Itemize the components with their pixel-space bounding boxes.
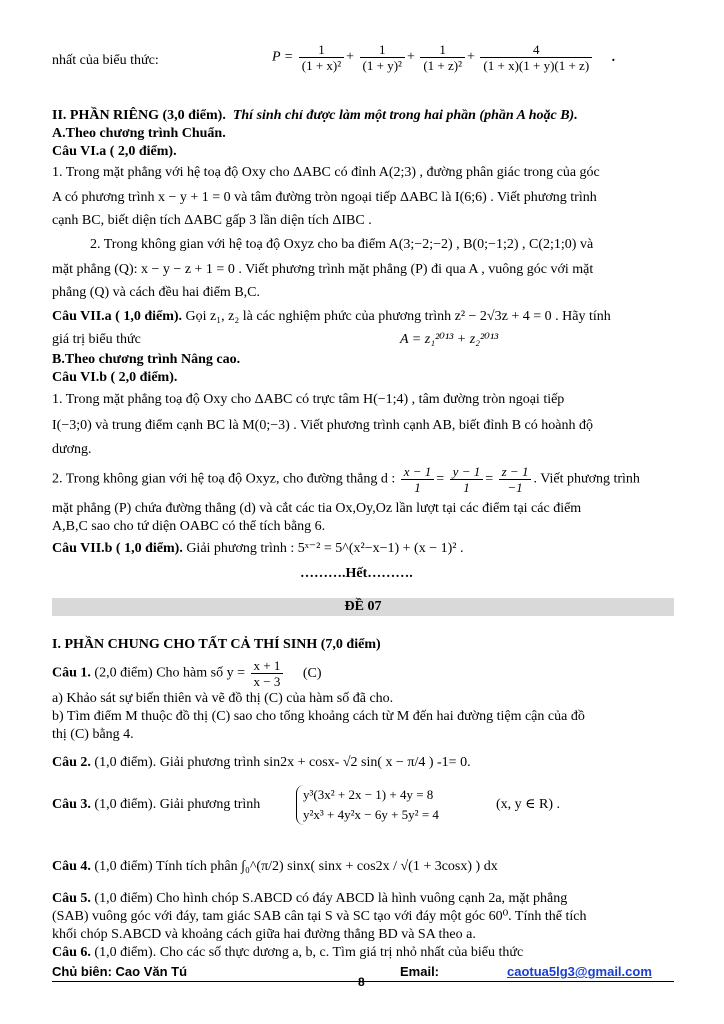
c4-line: Câu 4. (1,0 điểm) Tính tích phân ∫₀^(π/2) sinx( sinx + cos2x / √(1 + 3cosx) ) dx [52,859,498,874]
c2-line: Câu 2. (1,0 điểm). Giải phương trình sin2x + cosx- √2 sin( x − π/4 ) -1= 0. [52,755,471,770]
header-line [52,52,159,69]
p-formula: P = $\frac{1}{\text{(1 + x)²}}$ + $\frac{1}{\text{(1 + y)²}}$ + $\frac{1}{\text{(1 + z)²}}$ + $\frac{4}{(1 + x)(1 + y)(1 + z)}$ . [272,42,616,73]
q7a-line2: giá trị biểu thức [52,332,141,347]
section-a-title: A.Theo chương trình Chuẩn. [52,126,226,141]
footer-email-label: Email: [400,964,440,979]
c5-line1: Câu 5. (1,0 điểm) Cho hình chóp S.ABCD có đáy ABCD là hình vuông cạnh 2a, mặt phẳng [52,891,568,906]
section-b-title: B.Theo chương trình Nâng cao. [52,352,241,367]
q6b-line4: 2. Trong không gian với hệ toạ độ Oxyz, cho đường thẳng d : $\frac{x - 1}{1}$ = $\frac{y - 1}{1}$ = $\frac{z - 1}{-1}$ . Viết phương trình [52,464,640,495]
part2-heading: II. PHẦN RIÊNG (3,0 điểm). Thí sinh chỉ được làm một trong hai phần (phần A hoặc B). [52,108,578,123]
c5-line3: khối chóp S.ABCD và khoảng cách giữa hai đường thẳng BD và SA theo a. [52,927,476,942]
q6a-line1: 1. Trong mặt phẳng với hệ toạ độ Oxy cho ΔABC có đỉnh A(2;3) , đường phân giác trong của góc [52,165,600,180]
q6b-line3: dương. [52,442,92,457]
q6a-title: Câu VI.a ( 2,0 điểm). [52,144,177,159]
q6b-line6: A,B,C sao cho tứ diện OABC có thể tích bằng 6. [52,519,326,534]
part1-heading: I. PHẦN CHUNG CHO TẤT CẢ THÍ SINH (7,0 điểm) [52,637,381,652]
exam-number-band: ĐỀ 07 [52,598,674,616]
q6a-line6: phẳng (Q) và cách đều hai điểm B,C. [52,285,260,300]
c3-system: y³(3x² + 2x − 1) + 4y = 8 y²x³ + 4y²x − 6y + 5y² = 4 [296,785,439,825]
q6a-line3: cạnh BC, biết diện tích ΔABC gấp 3 lần diện tích ΔIBC . [52,213,372,228]
c3-domain: (x, y ∈ R) . [496,797,561,812]
q7b-line: Câu VII.b ( 1,0 điểm). Giải phương trình : 5ˣ⁻² = 5^(x²−x−1) + (x − 1)² . [52,541,464,556]
footer-email-link[interactable]: caotua5lg3@gmail.com [507,964,652,979]
c3-line: Câu 3. (1,0 điểm). Giải phương trình [52,797,261,812]
q6a-line5: mặt phẳng (Q): x − y − z + 1 = 0 . Viết phương trình mặt phẳng (P) đi qua A , vuông góc với mặt [52,262,594,277]
c6-line: Câu 6. (1,0 điểm). Cho các số thực dương a, b, c. Tìm giá trị nhỏ nhất của biểu thức [52,945,524,960]
q6b-title: Câu VI.b ( 2,0 điểm). [52,370,178,385]
q6a-line2: A có phương trình x − y + 1 = 0 và tâm đường tròn ngoại tiếp ΔABC là I(6;6) . Viết phương trình [52,190,597,205]
c1-a: a) Khảo sát sự biến thiên và vẽ đồ thị (C) của hàm số đã cho. [52,691,394,706]
q6b-line2: I(−3;0) và trung điểm cạnh BC là M(0;−3) . Viết phương trình cạnh AB, biết đỉnh B có hoành độ [52,418,593,433]
q7a-expr: A = z₁²⁰¹³ + z₂²⁰¹³ [400,332,499,347]
q7a-line1: Câu VII.a ( 1,0 điểm). Gọi z₁, z₂ là các nghiệm phức của phương trình z² − 2√3z + 4 = 0 . Hãy tính [52,309,611,324]
header-prefix: nhất của biểu thức: [52,53,159,68]
footer-editor: Chủ biên: Cao Văn Tú [52,964,188,979]
c1-line: Câu 1. (2,0 điểm) Cho hàm số y = $\frac{x + 1}{x - 3}$ (C) [52,658,322,689]
q6b-line1: 1. Trong mặt phẳng toạ độ Oxy cho ΔABC có trực tâm H(−1;4) , tâm đường tròn ngoại tiếp [52,392,565,407]
c1-b1: b) Tìm điểm M thuộc đồ thị (C) sao cho tổng khoảng cách từ M đến hai đường tiệm cận của đồ [52,709,585,724]
q6b-line5: mặt phẳng (P) chứa đường thẳng (d) và cắt các tia Ox,Oy,Oz lần lượt tại các điểm tại các điểm [52,501,582,516]
q6a-line4: 2. Trong không gian với hệ toạ độ Oxyz cho ba điểm A(3;−2;−2) , B(0;−1;2) , C(2;1;0) và [90,237,594,252]
c5-line2: (SAB) vuông góc với đáy, tam giác SAB cân tại S và SC tạo với đáy một góc 60⁰. Tính thể tích [52,909,587,924]
page-number: 8 [358,975,365,989]
end-marker: ……….Hết………. [300,566,413,581]
c1-b2: thị (C) bằng 4. [52,727,134,742]
